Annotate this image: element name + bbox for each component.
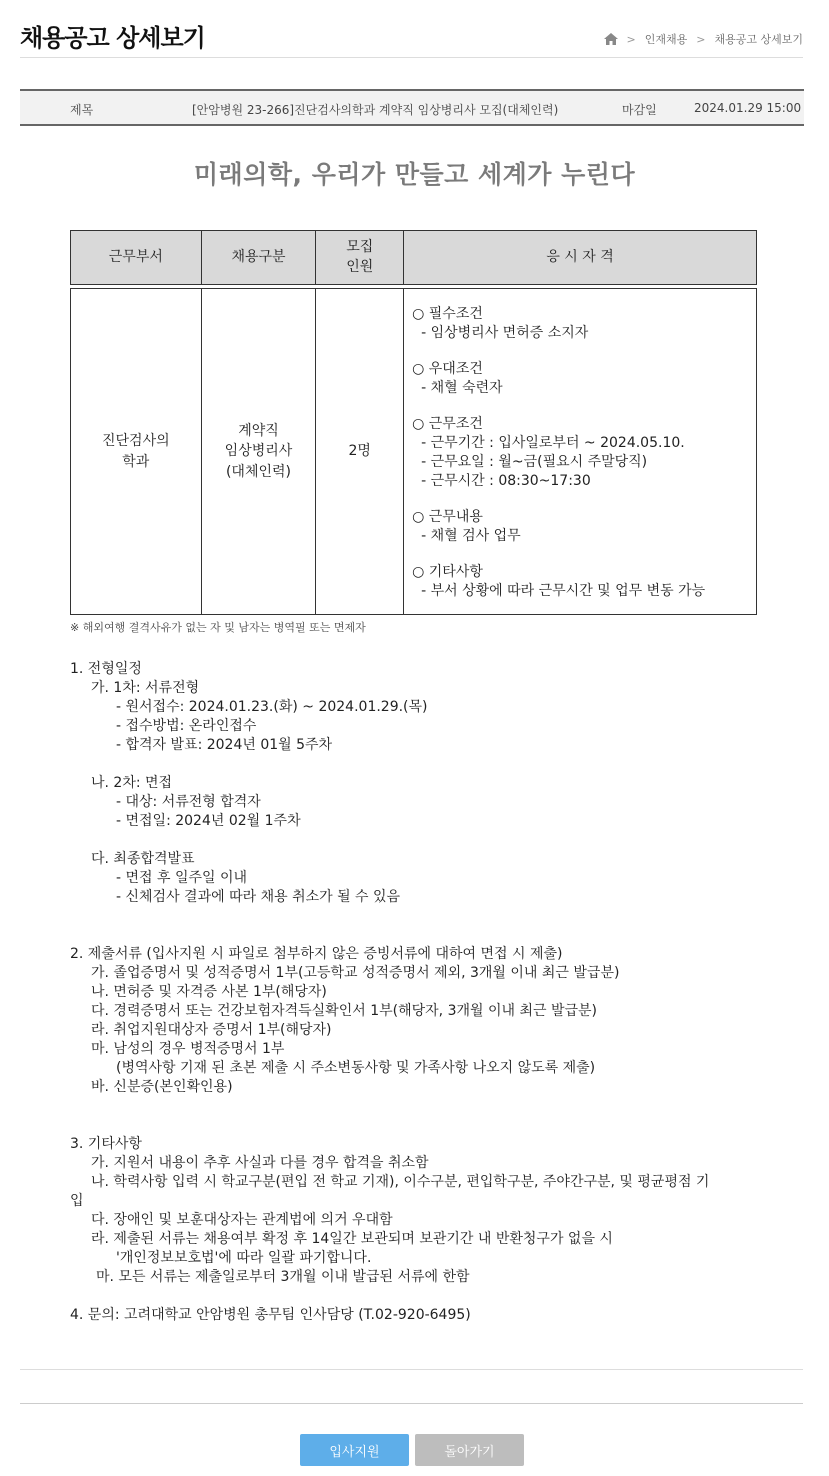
posting-subject: [안암병원 23-266]진단검사의학과 계약직 임상병리사 모집(대체인력) [192,103,559,117]
qual-duties [412,508,748,546]
section-title: 4. 문의: 고려대학교 안암병원 총무팀 인사담당 (T.02-920-6495) [70,1307,471,1323]
headline: 미래의학, 우리가 만들고 세계가 누린다 [193,160,636,189]
list-item: - 신체검사 결과에 따라 채용 취소가 될 수 있음 [116,889,401,905]
header-qualification: 응 시 자 격 [404,231,757,285]
table-row [71,289,757,615]
list-item: 가. 지원서 내용이 추후 사실과 다를 경우 합격을 취소함 [91,1155,429,1171]
posting-body [70,660,770,1325]
header-dept: 근무부서 [71,231,202,285]
cell-qualification [404,289,757,615]
header-count-line2: 인원 [346,258,374,275]
qual-title: ○ 필수조건 [412,306,483,322]
list-item: 다. 최종합격발표 [91,851,195,867]
dept-line2: 학과 [122,453,150,470]
qual-title: ○ 기타사항 [412,564,483,580]
list-item: '개인정보보호법'에 따라 일괄 파기합니다. [116,1250,372,1266]
list-item: 라. 취업지원대상자 증명서 1부(해당자) [91,1022,332,1038]
qual-line: - 채혈 검사 업무 [421,528,521,544]
divider [20,1369,803,1370]
section-title: 2. 제출서류 (입사지원 시 파일로 첨부하지 않은 증빙서류에 대하여 면접 시 제출) [70,946,563,962]
list-item: 나. 2차: 면접 [91,775,173,791]
list-item: - 원서접수: 2024.01.23.(화) ~ 2024.01.29.(목) [116,699,428,715]
posting-info-bar [20,89,804,126]
list-item: - 접수방법: 온라인접수 [116,718,257,734]
list-item: 마. 모든 서류는 제출일로부터 3개월 이내 발급된 서류에 한함 [96,1269,470,1285]
list-item: 가. 1차: 서류전형 [91,680,200,696]
qual-title: ○ 근무조건 [412,416,483,432]
qual-line: - 채혈 숙련자 [421,380,503,396]
list-item: 나. 면허증 및 자격증 사본 1부(해당자) [91,984,327,1000]
home-icon[interactable] [604,33,618,45]
breadcrumb [604,31,803,47]
qual-line: - 임상병리사 면허증 소지자 [421,325,589,341]
cell-count: 2명 [316,289,404,615]
qual-title: ○ 근무내용 [412,509,483,525]
deadline-label: 마감일 [622,103,657,117]
list-item: 마. 남성의 경우 병적증명서 1부 [91,1041,285,1057]
requirements-table [70,230,757,615]
header-count [316,231,404,285]
header-type: 채용구분 [201,231,316,285]
qual-line: - 근무기간 : 입사일로부터 ~ 2024.05.10. [421,435,685,451]
list-item: 바. 신분증(본인확인용) [91,1079,233,1095]
chevron-right-icon: > [696,32,706,46]
qual-required [412,305,748,343]
list-item: - 면접 후 일주일 이내 [116,870,248,886]
header-count-line1: 모집 [346,238,374,255]
list-item: 다. 장애인 및 보훈대상자는 관계법에 의거 우대함 [91,1212,393,1228]
list-item-continued: 입 [70,1193,84,1209]
page-title: 채용공고 상세보기 [20,24,205,52]
eligibility-note: ※ 해외여행 결격사유가 없는 자 및 남자는 병역필 또는 면제자 [70,621,366,634]
back-button[interactable]: 돌아가기 [415,1434,524,1466]
section-title: 3. 기타사항 [70,1136,142,1152]
type-line1: 계약직 [238,423,279,440]
qual-line: - 근무시간 : 08:30~17:30 [421,473,591,489]
list-item: - 합격자 발표: 2024년 01월 5주차 [116,737,333,753]
list-item: 다. 경력증명서 또는 건강보험자격득실확인서 1부(해당자, 3개월 이내 최근 발급분) [91,1003,598,1019]
breadcrumb-item-current[interactable]: 채용공고 상세보기 [714,33,803,46]
apply-button[interactable]: 입사지원 [300,1434,409,1466]
chevron-right-icon: > [626,32,636,46]
qual-line: - 근무요일 : 월~금(필요시 주말당직) [421,454,648,470]
divider [20,1403,803,1404]
list-item: 가. 졸업증명서 및 성적증명서 1부(고등학교 성적증명서 제외, 3개월 이내 최근 발급분) [91,965,620,981]
type-line3: (대체인력) [225,463,291,480]
table-header-row [71,231,757,285]
dept-line1: 진단검사의 [102,433,170,450]
qual-title: ○ 우대조건 [412,361,483,377]
list-item: 라. 제출된 서류는 채용여부 확정 후 14일간 보관되며 보관기간 내 반환청구가 없을 시 [91,1231,613,1247]
divider [20,57,803,58]
list-item: (병역사항 기재 된 초본 제출 시 주소변동사항 및 가족사항 나오지 않도록 제출) [116,1060,596,1076]
qual-line: - 부서 상황에 따라 근무시간 및 업무 변동 가능 [421,583,706,599]
list-item: 나. 학력사항 입력 시 학교구분(편입 전 학교 기재), 이수구분, 편입학구분, 주야간구분, 및 평균평점 기 [91,1174,710,1190]
qual-preferred [412,360,748,398]
type-line2: 임상병리사 [224,443,293,460]
cell-type [201,289,316,615]
qual-conditions [412,415,748,491]
cell-dept [71,289,202,615]
deadline-value: 2024.01.29 15:00 [694,101,802,115]
breadcrumb-item-careers[interactable]: 인재채용 [644,33,688,46]
qual-other [412,563,748,601]
section-title: 1. 전형일정 [70,661,142,677]
list-item: - 대상: 서류전형 합격자 [116,794,261,810]
list-item: - 면접일: 2024년 02월 1주차 [116,813,301,829]
subject-label: 제목 [70,103,94,117]
